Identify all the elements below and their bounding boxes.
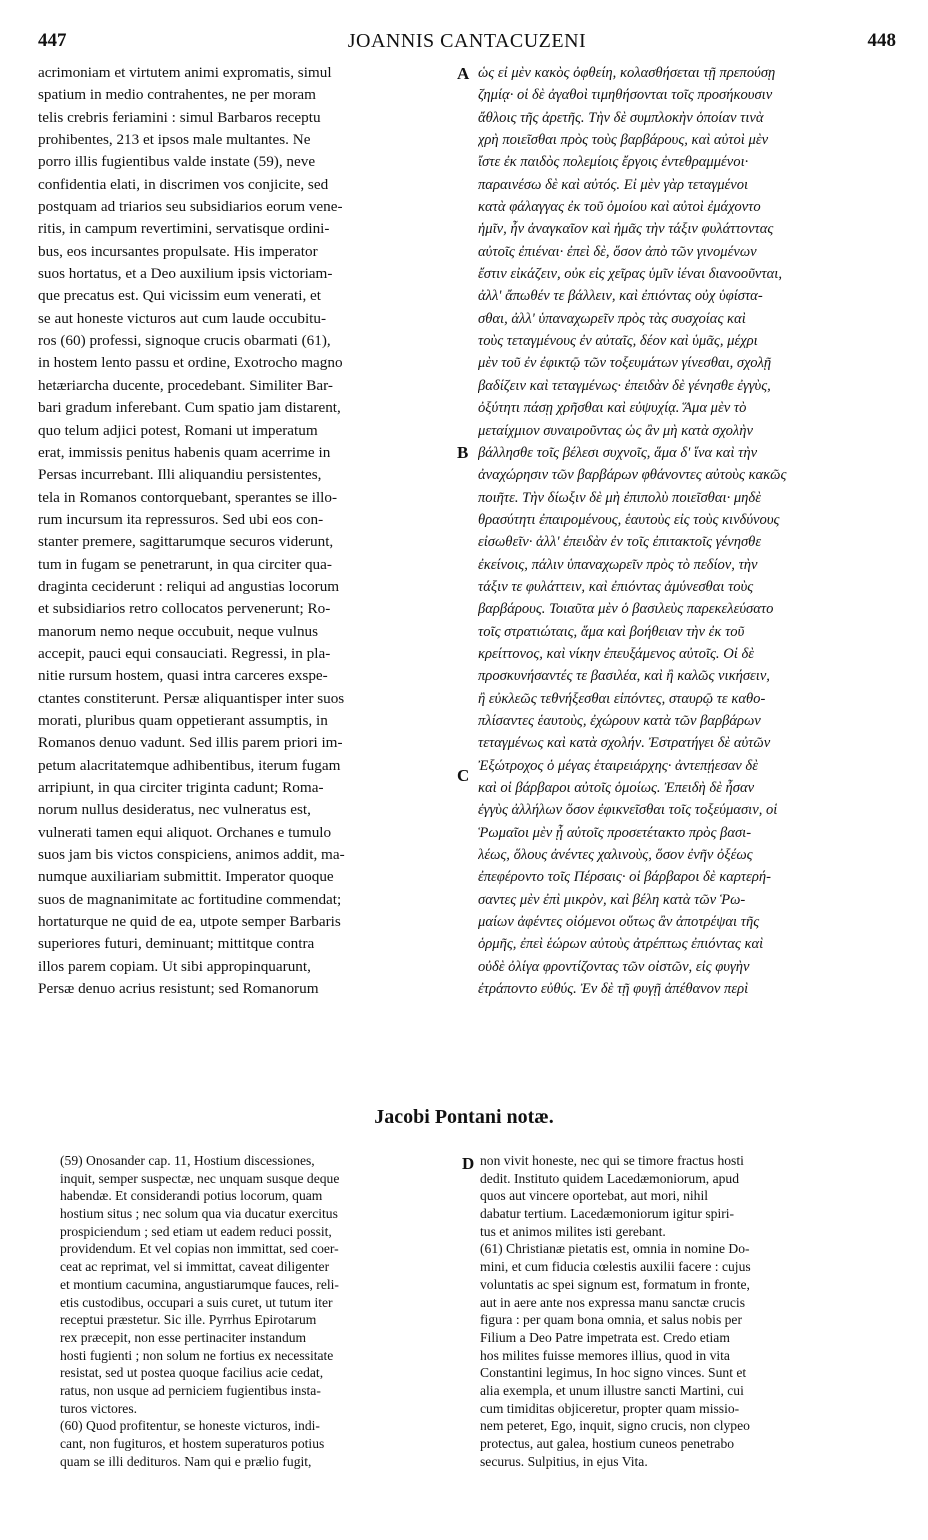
- note-line: (59) Onosander cap. 11, Hostium discessiones,: [60, 1153, 315, 1168]
- text-line: porro illis fugientibus valde instate (59), neve: [38, 153, 316, 171]
- text-line: χρὴ ποιεῖσθαι πρὸς τοὺς βαρβάρους, καὶ αὐτοὶ μὲν: [478, 132, 769, 149]
- text-line: quo telum adjici potest, Romani ut imperatum: [38, 421, 318, 439]
- text-line: suos de magnanimitate ac fortitudine commendat;: [38, 890, 342, 908]
- text-line: morati, pluribus quam oppetierant assumptis, in: [38, 711, 328, 729]
- text-line: confidentia elati, in discrimen vos conjicite, sed: [38, 175, 329, 193]
- greek-text-column: [478, 62, 896, 1000]
- note-line: aut in aere ante nos expressa manu sanctæ crucis: [480, 1294, 745, 1310]
- note-line: (61) Christianæ pietatis est, omnia in nomine Do-: [480, 1241, 750, 1257]
- text-line: λέως, ὅλους ἀνέντες χαλινοὺς, ὅσον ἐνῆν ὀξέως: [478, 847, 753, 864]
- note-line: securus. Sulpitius, in ejus Vita.: [480, 1453, 648, 1469]
- text-line: ἴστε ἐκ παιδὸς πολεμίοις ἔργοις ἐντεθραμμένοι·: [478, 154, 749, 171]
- note-line: hos milites fuisse memores illius, quod in vita: [480, 1347, 730, 1363]
- text-line: vulnerati tamen equi aliquot. Orchanes e tumulo: [38, 823, 332, 841]
- note-line: cum timiditas objiceretur, propter quam missio-: [480, 1400, 740, 1416]
- text-line: manorum nemo neque occubuit, neque vulnus: [38, 622, 319, 640]
- text-line: tum in fugam se penetrarunt, in qua circiter qua-: [38, 555, 332, 573]
- text-line: μεταίχμιον συναιροῦντας ὡς ἂν μὴ κατὰ σχολὴν: [478, 422, 753, 439]
- text-line: ποιῆτε. Τὴν δίωξιν δὲ μὴ ἐπιπολὺ ποιεῖσθαι· μηδὲ: [478, 489, 761, 506]
- text-line: nitie rursum hostem, quasi intra carceres exspe-: [38, 667, 328, 685]
- text-line: suos jam bis victos conspiciens, animos addit, ma-: [38, 846, 345, 864]
- text-line: πλίσαντες ἑαυτοὺς, ἐχώρουν κατὰ τῶν βαρβάρων: [478, 712, 761, 729]
- text-line: Romanos denuo vadunt. Sed illis parem priori im-: [38, 734, 343, 752]
- note-line: rex præcepit, non esse pertinaciter instandum: [60, 1329, 307, 1345]
- text-line: Persæ denuo acrius resistunt; sed Romanorum: [38, 980, 319, 998]
- note-line: figura : per quam bona omnia, et salus nobis per: [480, 1312, 742, 1328]
- text-line: spatium in medio contrahentes, ne per moram: [38, 86, 316, 104]
- text-line: ὀξύτητι πάσῃ χρῆσθαι καὶ εὐψυχίᾳ. Ἅμα μὲν τὸ: [478, 400, 747, 417]
- section-marker-a: A: [457, 64, 470, 83]
- text-line: ros (60) professi, signoque crucis obarmati (61),: [38, 332, 331, 350]
- note-line: Constantini legimus, In hoc signo vinces. Sunt et: [480, 1365, 747, 1381]
- text-line: ὡς εἰ μὲν κακὸς ὀφθείη, κολασθήσεται τῇ πρεπούσῃ: [478, 65, 776, 81]
- text-line: numque auxiliariam submittit. Imperator quoque: [38, 868, 334, 886]
- note-line: ratus, non usque ad perniciem fugientibus insta-: [60, 1382, 321, 1398]
- text-line: ἐγγὺς ἀλλήλων ὅσον ἐφικνεῖσθαι τοῖς τοξεύμασιν, οἱ: [478, 802, 778, 819]
- notes-heading: Jacobi Pontani notæ.: [374, 1106, 554, 1128]
- section-marker-d: D: [462, 1154, 475, 1173]
- text-line: suos hortatus, et a Deo auxilium ipsis victoriam-: [38, 265, 333, 283]
- text-line: ζημίᾳ· οἱ δὲ ἀγαθοὶ τιμηθήσονται τοῖς προσήκουσιν: [478, 87, 773, 104]
- text-line: ἀλλ' ἄπωθέν τε βάλλειν, καὶ ἐπιόντας οὐχ ὑφίστα-: [478, 288, 763, 305]
- text-line: ἄθλοις τῆς ἀρετῆς. Τὴν δὲ συμπλοκὴν ὁποίαν τινὰ: [478, 109, 764, 126]
- note-line: providendum. Et vel copias non immittat, sed coer-: [60, 1241, 339, 1257]
- text-line: tela in Romanos contorquebant, sperantes se illo-: [38, 488, 338, 506]
- text-line: σθαι, ἀλλ' ὑπαναχωρεῖν πρὸς τὰς συσχοίας καὶ: [478, 310, 746, 327]
- text-line: ἔστιν εἰκάζειν, οὐκ εἰς χεῖρας ὑμῖν ἰέναι διανοοῦνται,: [478, 266, 782, 283]
- text-line: bus, eos incursantes propulsate. His imperator: [38, 242, 318, 260]
- text-line: que precatus est. Qui vicissim eum venerati, et: [38, 287, 321, 305]
- page-number-left: 447: [38, 30, 67, 51]
- page-number-right: 448: [867, 30, 896, 51]
- text-line: ctantes constiterunt. Persæ aliquantisper inter suos: [38, 689, 345, 707]
- text-line: βαδίζειν καὶ τεταγμένως· ἐπειδὰν δὲ γένησθε ἐγγὺς,: [478, 377, 771, 394]
- note-line: turos victores.: [60, 1400, 138, 1416]
- text-line: stanter premere, sagittarumque securos viderunt,: [38, 533, 334, 551]
- text-line: norum nullus desideratus, nec vulneratus est,: [38, 801, 311, 819]
- note-line: alia exempla, et unum illustre sancti Martini, cui: [480, 1382, 744, 1398]
- text-line: illos parem copiam. Ut sibi appropinquarunt,: [38, 957, 311, 975]
- text-line: erat, immissis penitus habenis quam acerrime in: [38, 443, 331, 461]
- text-line: bari gradum inferebant. Cum spatio jam distarent,: [38, 399, 341, 417]
- text-line: μαίων ἀφέντες οἰόμενοι οὕτως ἂν ἀποτρέψαι τῆς: [478, 914, 760, 931]
- note-line: dabatur tertium. Lacedæmoniorum igitur spiri-: [480, 1206, 735, 1222]
- text-line: et subsidiarios retro collocatos pervenerunt; Ro-: [38, 600, 331, 618]
- text-line: ἐπεφέροντο τοῖς Πέρσαις· οἱ βάρβαροι δὲ καρτερή-: [478, 869, 771, 886]
- text-line: postquam ad triarios seu subsidiarios eorum vene-: [38, 198, 343, 216]
- note-line: voluntatis ac spei signum est, formatum in fronte,: [480, 1276, 750, 1292]
- text-line: rum incursum ita repressuros. Sed ubi eos con-: [38, 510, 324, 528]
- text-line: καὶ οἱ βάρβαροι αὐτοῖς ὁμοίως. Ἐπειδὴ δὲ ἦσαν: [478, 780, 755, 796]
- note-line: ceat ac reprimat, vel si immittat, caveat diligenter: [60, 1259, 330, 1275]
- text-line: Ἐξώτροχος ὁ μέγας ἑταιρειάρχης· ἀντεπῄεσαν δὲ: [478, 757, 758, 774]
- text-line: κατὰ φάλαγγας ἐκ τοῦ ὁμοίου καὶ αὐτοὶ ἐμάχοντο: [478, 199, 761, 216]
- text-line: θρασύτητι ἐπαιρομένους, ἑαυτοὺς εἰς τοὺς κινδύνους: [478, 511, 780, 528]
- text-line: προσκυνήσαντές τε βασιλέα, καὶ ἢ καλῶς νικήσειν,: [478, 668, 770, 685]
- text-line: τοῖς στρατιώταις, ἅμα καὶ βοήθειαν τὴν ἐκ τοῦ: [478, 623, 745, 640]
- text-line: ἡμῖν, ἦν ἀναγκαῖον καὶ ἡμᾶς τὴν τάξιν φυλάττοντας: [478, 221, 774, 238]
- text-line: draginta ceciderunt : reliqui ad angustias locorum: [38, 577, 340, 595]
- note-line: inquit, semper suspectæ, nec unquam susque deque: [60, 1170, 340, 1186]
- note-line: hostium situs ; nec solum qua via ducatur exercitus: [60, 1206, 338, 1222]
- note-line: protectus, aut galea, hostium cuneos penetrabo: [480, 1436, 735, 1451]
- text-line: Ῥωμαῖοι μὲν ᾗ αὐτοῖς προσετέτακτο πρὸς βασι-: [478, 824, 752, 841]
- note-line: prospiciendum ; sed etiam ut eadem reduci possit,: [60, 1223, 332, 1239]
- note-line: mini, et cum fiducia cœlestis auxilii facere : cujus: [480, 1259, 751, 1275]
- text-line: ritis, in campum revertimini, servatisque ordini-: [38, 220, 330, 238]
- text-line: accepit, pauci equi consauciati. Regressi, in pla-: [38, 644, 331, 662]
- text-line: τάξιν τε φυλάττειν, καὶ ἐπιόντας ἀμύνεσθαι τοὺς: [478, 578, 754, 595]
- running-title: JOANNIS CANTACUZENI: [347, 30, 587, 52]
- note-line: (60) Quod profitentur, se honeste victuros, indi-: [60, 1418, 320, 1434]
- text-line: τοὺς τεταγμένους ἐν αὐταῖς, δέον καὶ ὑμᾶς, μέχρι: [478, 333, 758, 350]
- running-header: [38, 30, 896, 60]
- notes-left-column: [60, 1152, 456, 1470]
- text-line: hetæriarcha ducente, procedebant. Similiter Bar-: [38, 376, 333, 394]
- text-line: αὐτοῖς ἐπιέναι· ἐπεὶ δὲ, ὅσον ἀπὸ τῶν γινομένων: [478, 243, 757, 260]
- note-line: hosti fugienti ; non solum ne fortius ex necessitate: [60, 1347, 334, 1363]
- latin-text-column: [38, 62, 454, 1000]
- note-line: resistat, sed ut postea quoque facilius acie cedat,: [60, 1365, 324, 1381]
- text-line: superiores futuri, deminuant; mittitque contra: [38, 935, 315, 953]
- note-line: Filium a Deo Patre impetrata est. Credo etiam: [480, 1329, 730, 1345]
- notes-right-column: [480, 1152, 894, 1470]
- text-line: οὐδὲ ὀλίγα φροντίζοντας τῶν οἰστῶν, εἰς φυγὴν: [478, 958, 750, 975]
- text-line: arripiunt, in qua circiter triginta cadunt; Roma-: [38, 779, 324, 796]
- text-line: σαντες μὲν ἐπὶ μικρὸν, καὶ βέλη κατὰ τῶν Ῥω-: [478, 891, 746, 908]
- text-line: μὲν τοῦ ἐν ἐφικτῷ τῶν τοξευμάτων γίνεσθαι, σχολῇ: [478, 355, 772, 372]
- text-line: παραινέσω δὲ καὶ αὐτός. Εἰ μὲν γὰρ τεταγμένοι: [478, 176, 749, 193]
- note-line: nem peteret, Ego, inquit, signo crucis, non clypeo: [480, 1418, 750, 1434]
- note-line: etis custodibus, occupari a suis curet, ut tutum iter: [60, 1294, 333, 1310]
- text-line: prohibentes, 213 et ipsos male multantes. Ne: [38, 131, 311, 149]
- text-line: petum alacritatemque adhibentibus, iterum fugam: [38, 756, 341, 774]
- text-line: ἐτράποντο εὐθύς. Ἐν δὲ τῇ φυγῇ ἀπέθανον περὶ: [478, 981, 749, 998]
- text-line: ὁρμῆς, ἐπεὶ ἑώρων αὐτοὺς ἀτρέπτως ἐπιόντας καὶ: [478, 936, 764, 953]
- note-line: tus et animos milites isti gerebant.: [480, 1223, 666, 1239]
- text-line: βάλλησθε τοῖς βέλεσι συχνοῖς, ἅμα δ' ἵνα καὶ τὴν: [478, 444, 758, 461]
- text-line: ἐκείνοις, πάλιν ὑπαναχωρεῖν πρὸς τὸ πεδίον, τὴν: [478, 556, 758, 573]
- text-line: ἀναχώρησιν τῶν βαρβάρων φθάνοντες αὐτοὺς κακῶς: [478, 467, 787, 484]
- section-marker-b: B: [457, 443, 469, 462]
- note-line: cant, non fugituros, et hostem superaturos potius: [60, 1436, 325, 1451]
- note-line: et montium cacumina, angustiarumque fauces, reli-: [60, 1276, 339, 1292]
- text-line: τεταγμένως καὶ κατὰ σχολήν. Ἐστρατήγει δὲ αὐτῶν: [478, 735, 771, 752]
- note-line: habendæ. Et considerandi potius locorum, quam: [60, 1188, 323, 1204]
- text-line: εἰσωθεῖν· ἀλλ' ἐπειδὰν ἐν τοῖς ἐπιτακτοῖς γένησθε: [478, 534, 762, 551]
- section-marker-c: C: [457, 766, 470, 785]
- text-line: ἢ εὐκλεῶς τεθνήξεσθαι εἰπόντες, σταυρῷ τε καθο-: [478, 690, 766, 707]
- note-line: dedit. Instituto quidem Lacedæmoniorum, apud: [480, 1170, 739, 1186]
- text-line: Persas incurrebant. Illi aliquandiu persistentes,: [38, 466, 322, 484]
- text-line: telis crebris feriamini : simul Barbaros receptu: [38, 108, 321, 126]
- note-line: quos aut vincere oportebat, aut mori, nihil: [480, 1188, 709, 1204]
- text-line: κρείττονος, καὶ νίκην ἐπευξάμενος αὐτοῖς. Οἱ δὲ: [478, 645, 754, 662]
- note-line: receptui præstetur. Sic ille. Pyrrhus Epirotarum: [60, 1312, 317, 1328]
- text-line: acrimoniam et virtutem animi expromatis, simul: [38, 64, 332, 81]
- text-line: βαρβάρους. Τοιαῦτα μὲν ὁ βασιλεὺς παρεκελεύσατο: [478, 601, 774, 618]
- note-line: non vivit honeste, nec qui se timore fractus hosti: [480, 1153, 744, 1168]
- text-line: se aut honeste victuros aut cum laude occubitu-: [38, 309, 327, 327]
- note-line: quam se illi dedituros. Nam qui e prælio fugit,: [60, 1453, 312, 1469]
- text-line: in hostem lento passu et ordine, Exotrocho magno: [38, 354, 343, 372]
- text-line: hortaturque ne quid de ea, utpote semper Barbaris: [38, 913, 341, 931]
